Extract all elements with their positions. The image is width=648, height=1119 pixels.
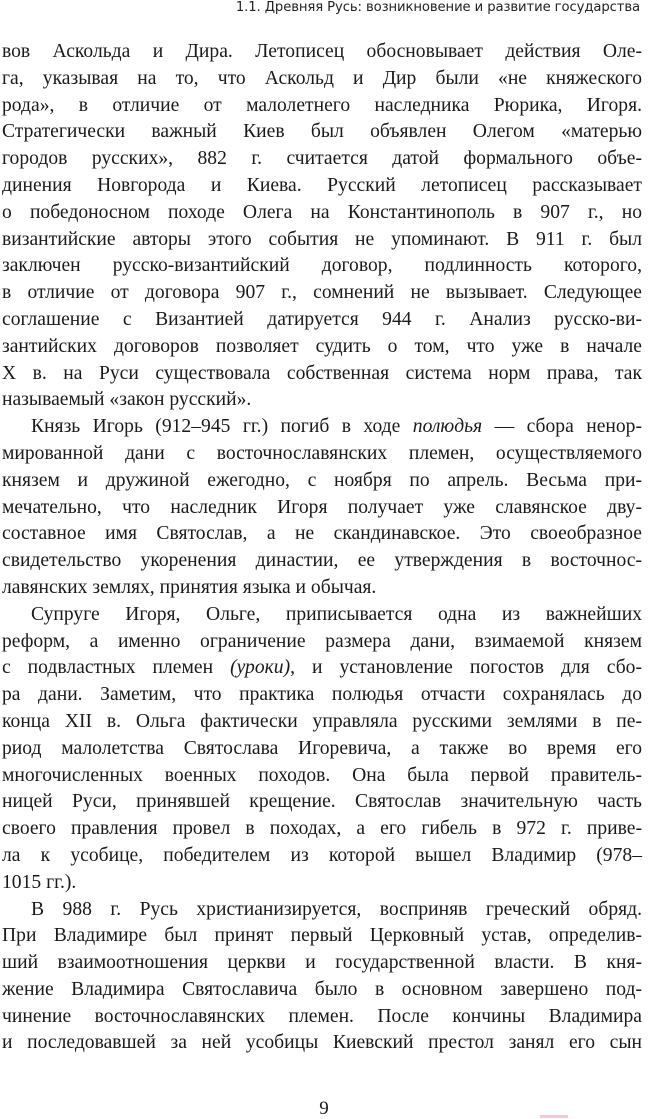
text-line: X в. на Руси существовала собственная система норм права, так: [2, 362, 642, 384]
text-line: ла к усобице, победителем из которой вышел Владимир (978–: [2, 844, 642, 866]
text-line: чинение восточнославянских племен. После кончины Владимира: [2, 1005, 642, 1027]
text-line: 1015 гг.).: [2, 871, 77, 893]
text-line: вов Аскольда и Дира. Летописец обосновывает действия Оле-: [2, 41, 642, 62]
text-line: многочисленных военных походов. Она была первой правитель-: [2, 764, 642, 786]
text-line: [2, 414, 642, 441]
text-run: Князь Игорь (912–945 гг.) погиб в ходе: [31, 416, 413, 438]
text-run: с подвластных племен: [2, 657, 231, 679]
text-line: заключен русско-византийский договор, подлинность которого,: [2, 255, 642, 277]
text-line: динения Новгорода и Киева. Русский летописец рассказывает: [2, 174, 642, 196]
text-line: князем и дружиной ежегодно, с ноября по апрель. Весьма при-: [2, 469, 642, 491]
paragraph-1: [2, 39, 642, 414]
text-line: называемый «закон русский».: [2, 389, 252, 411]
text-line: соглашение с Византией датируется 944 г. Анализ русско-ви-: [2, 308, 642, 330]
paragraph-4: [2, 897, 642, 1058]
text-line: мированной дани с восточнославянских племен, осуществляемого: [2, 442, 642, 464]
text-line: В 988 г. Русь христианизируется, восприняв греческий обряд.: [31, 898, 642, 920]
text-line: мечательно, что наследник Игоря получает уже славянское дву-: [2, 496, 642, 518]
text-line: в отличие от договора 907 г., сомнений не вызывает. Следующее: [2, 282, 642, 304]
paragraph-3: [2, 602, 642, 897]
text-line: византийские авторы этого события не упоминают. В 911 г. был: [2, 228, 642, 250]
text-line: Стратегически важный Киев был объявлен Олегом «матерью: [2, 121, 642, 143]
text-line: ра дани. Заметим, что практика полюдья отчасти сохранялась до: [2, 684, 642, 706]
text-line: свидетельство укоренения династии, ее утверждения в восточнос-: [2, 550, 642, 572]
running-head: 1.1. Древняя Русь: возникновение и развитие государства: [235, 0, 640, 15]
text-line: риод малолетства Святослава Игоревича, а также во время его: [2, 737, 642, 759]
text-line: своего правления провел в походах, а его гибель в 972 г. приве-: [2, 818, 642, 840]
text-line: городов русских», 882 г. считается датой формального объе-: [2, 148, 642, 170]
text-line: рода», в отличие от малолетнего наследника Рюрика, Игоря.: [2, 94, 642, 116]
text-line: составное имя Святослав, а не скандинавское. Это своеобразное: [2, 523, 642, 545]
text-line: лавянских землях, принятия языка и обычая.: [2, 576, 377, 598]
italic-term: (уроки): [230, 657, 291, 679]
text-run: — сбора ненор-: [482, 416, 642, 438]
pink-mark: [540, 1115, 568, 1118]
text-line: реформ, а именно ограничение размера дани, взимаемой князем: [2, 630, 642, 652]
text-line: га, указывая на то, что Аскольд и Дир были «не княжеского: [2, 67, 642, 89]
italic-term: полюдья: [412, 416, 483, 438]
page-number: 9: [319, 1098, 329, 1119]
text-line: ший взаимоотношения церкви и государственной власти. В кня-: [2, 952, 642, 974]
text-line: ницей Руси, принявшей крещение. Святослав значительную часть: [2, 791, 642, 813]
text-line: жение Владимира Святославича было в основном завершено под-: [2, 978, 642, 1000]
text-line: При Владимире был принят первый Церковный устав, определив-: [2, 925, 642, 947]
text-line: [2, 655, 642, 682]
text-line: Супруге Игоря, Ольге, приписывается одна из важнейших: [31, 603, 642, 625]
text-line: и последовавшей за ней усобицы Киевский престол занял его сын: [2, 1032, 642, 1054]
body-text: [2, 39, 642, 1057]
text-run: , и установление погостов для сбо-: [290, 657, 642, 679]
text-line: конца XII в. Ольга фактически управляла русскими землями в пе-: [2, 710, 642, 732]
text-line: зантийских договоров позволяет судить о том, что уже в начале: [2, 335, 642, 357]
text-line: о победоносном походе Олега на Константинополь в 907 г., но: [2, 201, 642, 223]
paragraph-2: [2, 414, 642, 602]
